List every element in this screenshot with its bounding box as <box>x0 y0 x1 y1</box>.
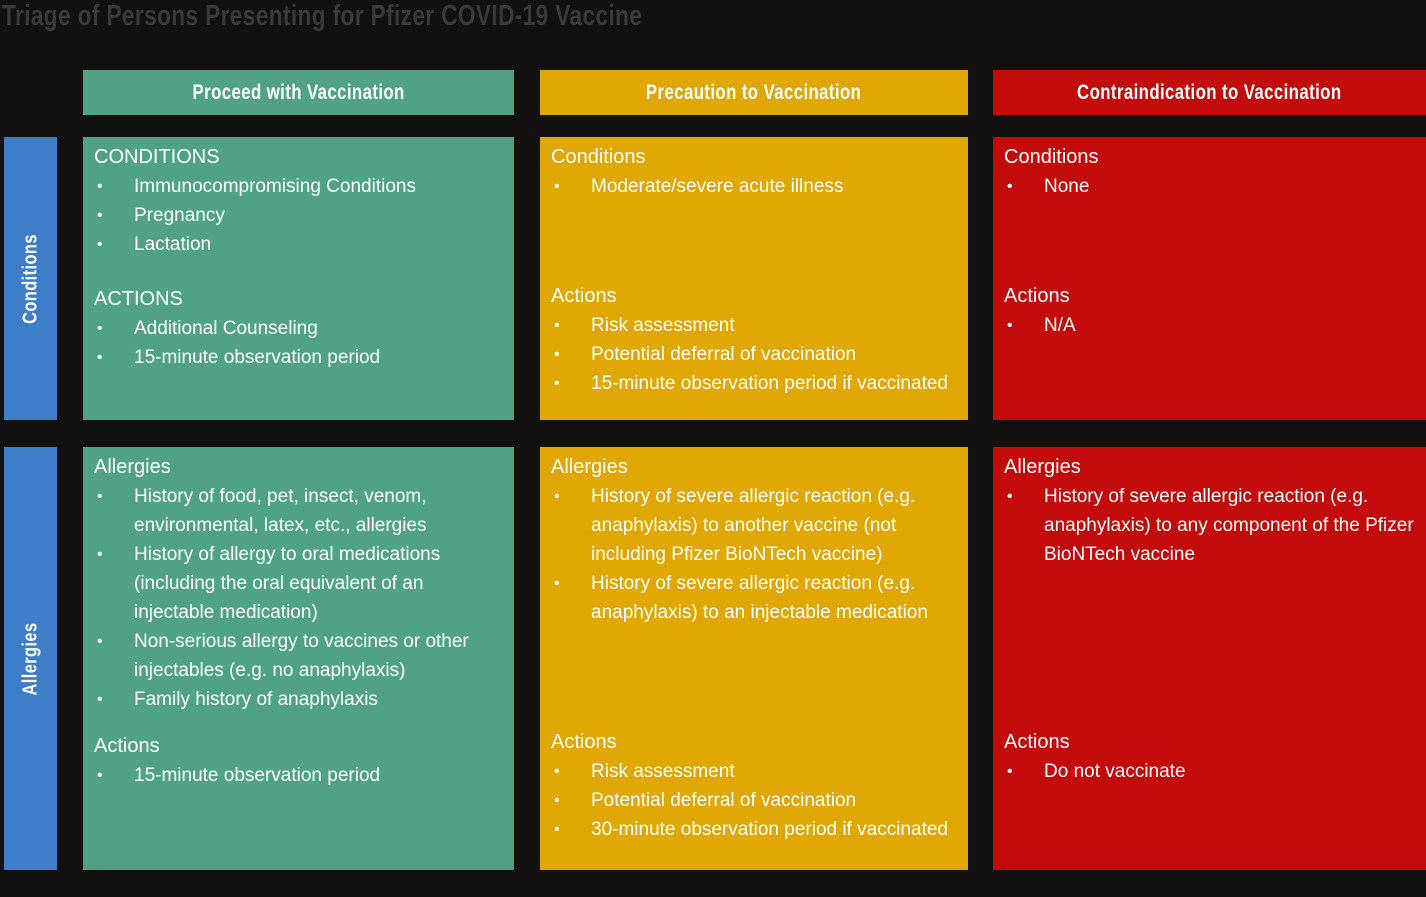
bullet-item <box>83 685 514 714</box>
bullet-text: Potential deferral of vaccination <box>591 790 857 811</box>
bullet-icon: • <box>97 236 103 253</box>
bullet-text: Do not vaccinate <box>1044 761 1186 782</box>
allergies-section <box>540 453 968 627</box>
column-header-precaution-label: Precaution to Vaccination <box>646 80 862 104</box>
section-heading: ACTIONS <box>94 288 183 310</box>
bullet-list <box>993 311 1426 340</box>
section-heading: Actions <box>551 731 617 753</box>
section-heading: Actions <box>1004 285 1070 307</box>
cell-conditions-precaution <box>540 137 968 420</box>
bullet-icon: • <box>1007 488 1013 505</box>
bullet-item <box>540 311 968 340</box>
bullet-item <box>83 343 514 372</box>
section-heading: Allergies <box>1004 456 1081 478</box>
bullet-list <box>540 172 968 201</box>
bullet-text: 15-minute observation period if vaccinated <box>591 373 948 394</box>
bullet-item <box>540 369 968 398</box>
bullet-icon: • <box>97 691 103 708</box>
bullet-text: History of severe allergic reaction (e.g. anaphylaxis) to any component of the Pfizer BioNTech vaccine <box>1044 486 1414 565</box>
bullet-list <box>83 314 514 372</box>
bullet-item <box>83 314 514 343</box>
bullet-icon: • <box>554 792 560 809</box>
bullet-item <box>83 627 514 685</box>
column-header-contraindication-label: Contraindication to Vaccination <box>1077 80 1342 104</box>
actions-section <box>83 732 514 790</box>
section-heading: Actions <box>1004 731 1070 753</box>
column-header-precaution <box>540 70 968 115</box>
bullet-list <box>83 761 514 790</box>
bullet-text: 15-minute observation period <box>134 765 381 786</box>
bullet-text: 30-minute observation period if vaccinated <box>591 819 948 840</box>
bullet-text: Risk assessment <box>591 761 735 782</box>
bullet-text: 15-minute observation period <box>134 347 381 368</box>
bullet-item <box>540 569 968 627</box>
actions-section <box>540 728 968 844</box>
section-heading: Actions <box>551 285 617 307</box>
bullet-item <box>540 340 968 369</box>
bullet-list <box>993 757 1426 786</box>
bullet-item <box>83 230 514 259</box>
bullet-item <box>83 201 514 230</box>
allergies-section <box>83 453 514 714</box>
bullet-icon: • <box>97 767 103 784</box>
bullet-icon: • <box>97 320 103 337</box>
cell-allergies-precaution <box>540 447 968 870</box>
bullet-text: Non-serious allergy to vaccines or other injectables (e.g. no anaphylaxis) <box>134 631 469 681</box>
row-label-allergies <box>4 447 57 870</box>
bullet-icon: • <box>1007 178 1013 195</box>
conditions-section <box>83 143 514 259</box>
section-heading: Allergies <box>94 456 171 478</box>
column-header-proceed <box>83 70 514 115</box>
actions-section <box>993 282 1426 340</box>
row-label-conditions-text: Conditions <box>19 233 41 324</box>
bullet-icon: • <box>554 575 560 592</box>
row-label-conditions <box>4 137 57 420</box>
conditions-section <box>540 143 968 201</box>
bullet-text: Immunocompromising Conditions <box>134 176 416 197</box>
cell-allergies-contraindication <box>993 447 1426 870</box>
bullet-icon: • <box>554 488 560 505</box>
bullet-list <box>540 757 968 844</box>
bullet-text: Pregnancy <box>134 205 225 226</box>
bullet-text: N/A <box>1044 315 1076 336</box>
conditions-section <box>993 143 1426 201</box>
bullet-icon: • <box>97 488 103 505</box>
bullet-text: Risk assessment <box>591 315 735 336</box>
bullet-icon: • <box>97 349 103 366</box>
bullet-item <box>540 172 968 201</box>
actions-section <box>993 728 1426 786</box>
bullet-list <box>83 172 514 259</box>
bullet-item <box>993 757 1426 786</box>
bullet-icon: • <box>554 346 560 363</box>
cell-conditions-contraindication <box>993 137 1426 420</box>
bullet-text: Lactation <box>134 234 212 255</box>
bullet-text: Moderate/severe acute illness <box>591 176 844 197</box>
section-heading: Actions <box>94 735 160 757</box>
bullet-icon: • <box>1007 317 1013 334</box>
bullet-icon: • <box>97 633 103 650</box>
bullet-icon: • <box>97 207 103 224</box>
page-title: Triage of Persons Presenting for Pfizer COVID-19 Vaccine <box>2 0 643 32</box>
bullet-item <box>993 311 1426 340</box>
bullet-list <box>993 482 1426 569</box>
bullet-item <box>993 482 1426 569</box>
bullet-text: History of severe allergic reaction (e.g. anaphylaxis) to an injectable medication <box>591 573 928 623</box>
bullet-item <box>540 815 968 844</box>
bullet-icon: • <box>554 317 560 334</box>
row-label-allergies-text: Allergies <box>19 622 41 695</box>
bullet-text: Family history of anaphylaxis <box>134 689 378 710</box>
bullet-list <box>540 482 968 627</box>
bullet-text: None <box>1044 176 1090 197</box>
bullet-icon: • <box>554 178 560 195</box>
section-heading: CONDITIONS <box>94 146 220 168</box>
column-header-contraindication <box>993 70 1426 115</box>
bullet-item <box>83 172 514 201</box>
bullet-icon: • <box>554 821 560 838</box>
allergies-section <box>993 453 1426 569</box>
bullet-icon: • <box>554 375 560 392</box>
bullet-list <box>993 172 1426 201</box>
bullet-text: History of allergy to oral medications (including the oral equivalent of an injectable medication) <box>134 544 441 623</box>
bullet-item <box>993 172 1426 201</box>
bullet-text: History of severe allergic reaction (e.g. anaphylaxis) to another vaccine (not including Pfizer BioNTech vaccine) <box>591 486 916 565</box>
bullet-icon: • <box>97 546 103 563</box>
bullet-text: History of food, pet, insect, venom, environmental, latex, etc., allergies <box>134 486 427 536</box>
bullet-item <box>83 540 514 627</box>
actions-section <box>540 282 968 398</box>
column-header-proceed-label: Proceed with Vaccination <box>192 80 405 104</box>
cell-conditions-proceed <box>83 137 514 420</box>
bullet-item <box>540 786 968 815</box>
section-heading: Allergies <box>551 456 628 478</box>
bullet-list <box>540 311 968 398</box>
bullet-icon: • <box>1007 763 1013 780</box>
bullet-list <box>83 482 514 714</box>
section-heading: Conditions <box>551 146 646 168</box>
bullet-item <box>540 757 968 786</box>
bullet-text: Additional Counseling <box>134 318 318 339</box>
bullet-item <box>83 482 514 540</box>
bullet-icon: • <box>554 763 560 780</box>
actions-section <box>83 285 514 372</box>
bullet-item <box>83 761 514 790</box>
bullet-text: Potential deferral of vaccination <box>591 344 857 365</box>
bullet-item <box>540 482 968 569</box>
section-heading: Conditions <box>1004 146 1099 168</box>
cell-allergies-proceed <box>83 447 514 870</box>
bullet-icon: • <box>97 178 103 195</box>
